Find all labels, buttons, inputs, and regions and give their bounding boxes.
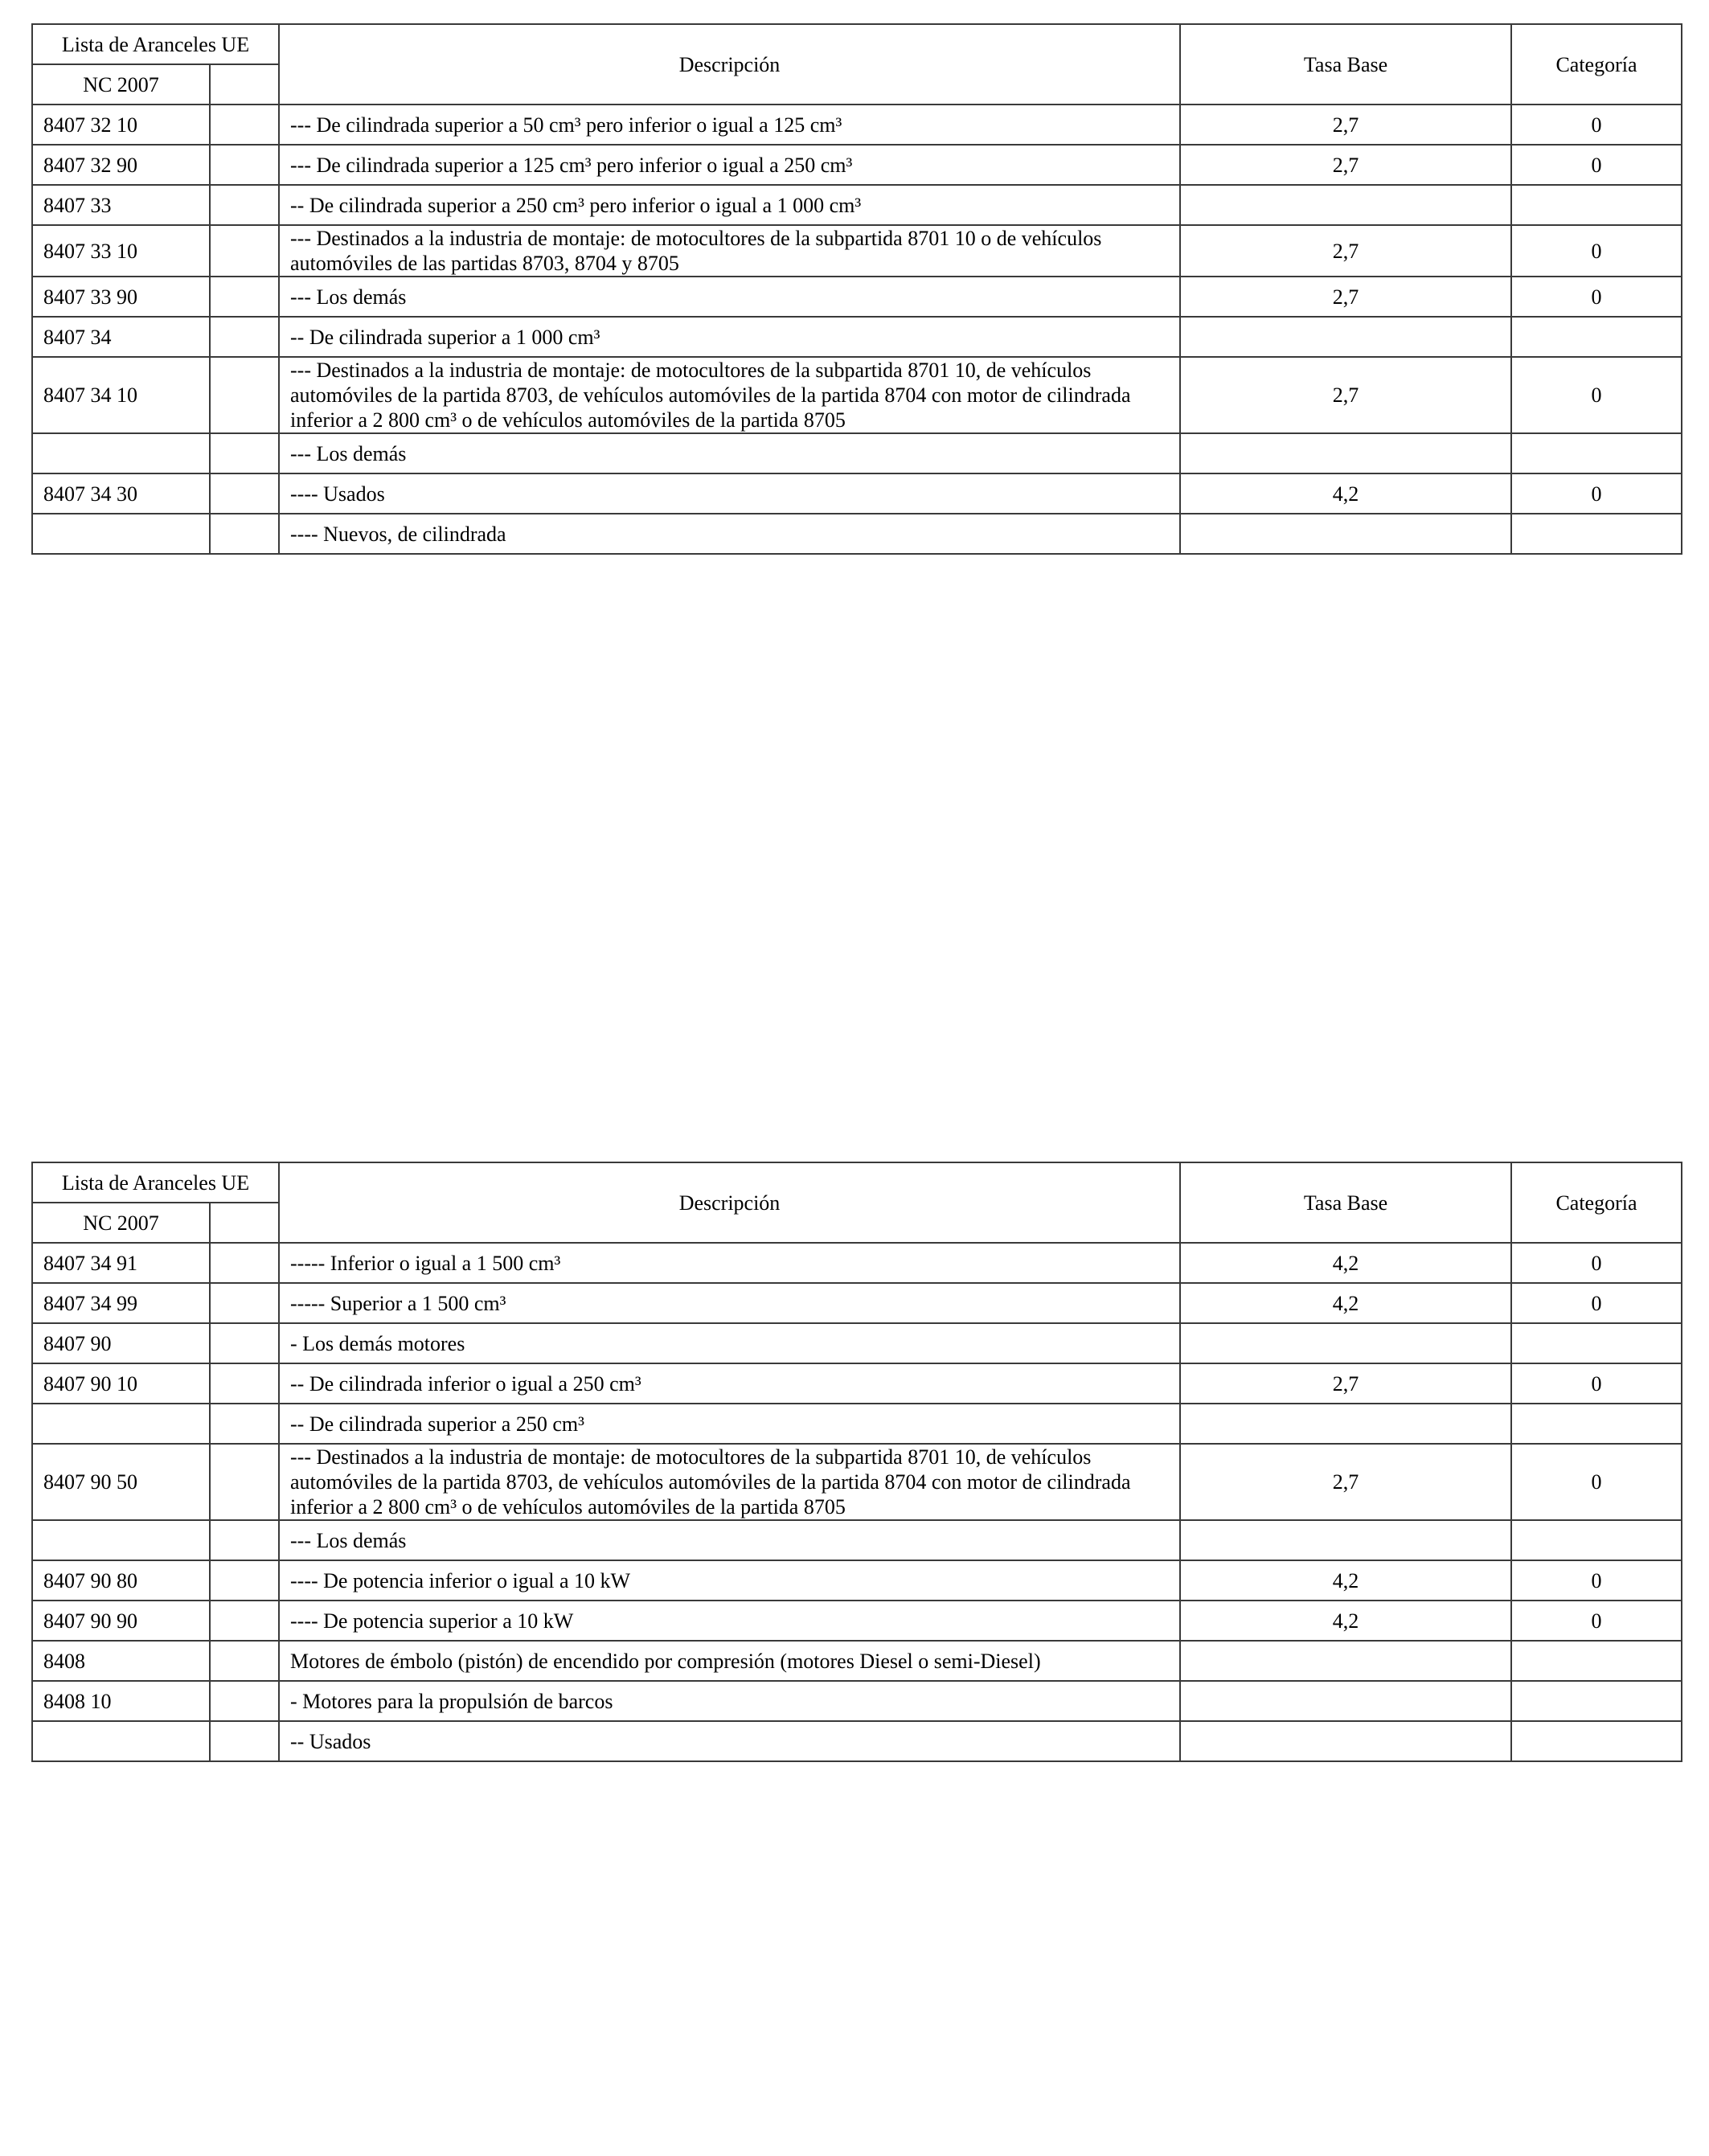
header-nc-label: NC 2007: [32, 64, 210, 105]
table-row: [32, 1243, 1682, 1283]
table-row: [32, 1404, 1682, 1444]
empty-cell: [210, 277, 279, 317]
category-cell: [1511, 514, 1682, 554]
empty-cell: [210, 225, 279, 277]
category-cell: [1511, 433, 1682, 473]
base-rate-cell: 2,7: [1180, 357, 1511, 433]
header-empty-cell: [210, 1203, 279, 1243]
nc-code-cell: 8407 33: [32, 185, 210, 225]
category-cell: 0: [1511, 473, 1682, 514]
base-rate-cell: 4,2: [1180, 473, 1511, 514]
table-row: [32, 1681, 1682, 1721]
table-row: [32, 145, 1682, 185]
empty-cell: [210, 1560, 279, 1601]
nc-code-cell: [32, 1520, 210, 1560]
empty-cell: [210, 1641, 279, 1681]
table-2-body: [32, 1162, 1682, 1761]
base-rate-cell: [1180, 433, 1511, 473]
category-cell: [1511, 317, 1682, 357]
category-cell: [1511, 1721, 1682, 1761]
description-cell: -- De cilindrada superior a 1 000 cm³: [279, 317, 1180, 357]
table-row: [32, 514, 1682, 554]
description-cell: -- De cilindrada inferior o igual a 250 cm³: [279, 1363, 1180, 1404]
description-cell: -- De cilindrada superior a 250 cm³: [279, 1404, 1180, 1444]
base-rate-cell: 4,2: [1180, 1601, 1511, 1641]
description-cell: --- De cilindrada superior a 125 cm³ pero inferior o igual a 250 cm³: [279, 145, 1180, 185]
base-rate-cell: 4,2: [1180, 1283, 1511, 1323]
empty-cell: [210, 1283, 279, 1323]
table-row: [32, 1444, 1682, 1520]
description-cell: ----- Inferior o igual a 1 500 cm³: [279, 1243, 1180, 1283]
nc-code-cell: 8407 90 10: [32, 1363, 210, 1404]
category-cell: [1511, 1641, 1682, 1681]
nc-code-cell: 8407 33 90: [32, 277, 210, 317]
base-rate-cell: [1180, 317, 1511, 357]
nc-code-cell: 8407 90: [32, 1323, 210, 1363]
table-row: [32, 1363, 1682, 1404]
category-cell: 0: [1511, 277, 1682, 317]
empty-cell: [210, 1243, 279, 1283]
base-rate-cell: 2,7: [1180, 225, 1511, 277]
table-row: [32, 1283, 1682, 1323]
description-cell: ----- Superior a 1 500 cm³: [279, 1283, 1180, 1323]
description-cell: ---- Nuevos, de cilindrada: [279, 514, 1180, 554]
base-rate-cell: [1180, 1323, 1511, 1363]
empty-cell: [210, 105, 279, 145]
category-cell: 0: [1511, 1283, 1682, 1323]
category-cell: [1511, 1323, 1682, 1363]
nc-code-cell: 8407 90 90: [32, 1601, 210, 1641]
header-list-label: Lista de Aranceles UE: [32, 24, 279, 64]
base-rate-cell: 2,7: [1180, 145, 1511, 185]
nc-code-cell: 8408 10: [32, 1681, 210, 1721]
empty-cell: [210, 317, 279, 357]
empty-cell: [210, 473, 279, 514]
header-category: Categoría: [1511, 24, 1682, 105]
base-rate-cell: 2,7: [1180, 1444, 1511, 1520]
empty-cell: [210, 185, 279, 225]
table-row: [32, 1721, 1682, 1761]
description-cell: - Los demás motores: [279, 1323, 1180, 1363]
header-description: Descripción: [279, 1162, 1180, 1243]
empty-cell: [210, 145, 279, 185]
base-rate-cell: 2,7: [1180, 277, 1511, 317]
header-row: [32, 24, 1682, 64]
nc-code-cell: 8407 32 10: [32, 105, 210, 145]
nc-code-cell: 8407 34 91: [32, 1243, 210, 1283]
table-row: [32, 473, 1682, 514]
base-rate-cell: [1180, 1681, 1511, 1721]
nc-code-cell: 8407 33 10: [32, 225, 210, 277]
empty-cell: [210, 357, 279, 433]
category-cell: 0: [1511, 1601, 1682, 1641]
base-rate-cell: [1180, 1404, 1511, 1444]
table-row: [32, 433, 1682, 473]
nc-code-cell: 8407 90 80: [32, 1560, 210, 1601]
category-cell: 0: [1511, 225, 1682, 277]
header-description: Descripción: [279, 24, 1180, 105]
empty-cell: [210, 1601, 279, 1641]
empty-cell: [210, 1323, 279, 1363]
description-cell: --- Destinados a la industria de montaje: de motocultores de la subpartida 8701 10, de vehículos automóviles de la partida 8703, de vehículos automóviles de la partida 8704 con motor de cilindrada inferior a 2 800 cm³ o de vehículos automóviles de la partida 8705: [279, 1444, 1180, 1520]
table-row: [32, 225, 1682, 277]
description-cell: ---- Usados: [279, 473, 1180, 514]
category-cell: 0: [1511, 105, 1682, 145]
base-rate-cell: 4,2: [1180, 1243, 1511, 1283]
header-category: Categoría: [1511, 1162, 1682, 1243]
category-cell: 0: [1511, 1363, 1682, 1404]
empty-cell: [210, 1681, 279, 1721]
nc-code-cell: 8407 34 30: [32, 473, 210, 514]
table-row: [32, 105, 1682, 145]
table-1-body: [32, 24, 1682, 554]
description-cell: -- Usados: [279, 1721, 1180, 1761]
description-cell: ---- De potencia superior a 10 kW: [279, 1601, 1180, 1641]
table-row: [32, 317, 1682, 357]
description-cell: Motores de émbolo (pistón) de encendido por compresión (motores Diesel o semi-Diesel): [279, 1641, 1180, 1681]
empty-cell: [210, 1363, 279, 1404]
description-cell: --- Los demás: [279, 433, 1180, 473]
base-rate-cell: [1180, 514, 1511, 554]
base-rate-cell: [1180, 1520, 1511, 1560]
table-row: [32, 277, 1682, 317]
table-row: [32, 357, 1682, 433]
nc-code-cell: 8407 32 90: [32, 145, 210, 185]
category-cell: [1511, 1681, 1682, 1721]
category-cell: 0: [1511, 1243, 1682, 1283]
description-cell: --- Los demás: [279, 277, 1180, 317]
empty-cell: [210, 1721, 279, 1761]
base-rate-cell: 2,7: [1180, 1363, 1511, 1404]
header-empty-cell: [210, 64, 279, 105]
description-cell: --- De cilindrada superior a 50 cm³ pero inferior o igual a 125 cm³: [279, 105, 1180, 145]
category-cell: 0: [1511, 1444, 1682, 1520]
header-list-label: Lista de Aranceles UE: [32, 1162, 279, 1203]
description-cell: --- Destinados a la industria de montaje: de motocultores de la subpartida 8701 10, de vehículos automóviles de la partida 8703, de vehículos automóviles de la partida 8704 con motor de cilindrada inferior a 2 800 cm³ o de vehículos automóviles de la partida 8705: [279, 357, 1180, 433]
header-base-rate: Tasa Base: [1180, 24, 1511, 105]
table-row: [32, 1323, 1682, 1363]
tariff-table-2: [31, 1162, 1682, 1762]
table-row: [32, 1560, 1682, 1601]
table-row: [32, 1520, 1682, 1560]
description-cell: --- Destinados a la industria de montaje: de motocultores de la subpartida 8701 10 o de vehículos automóviles de las partidas 8703, 8704 y 8705: [279, 225, 1180, 277]
header-row: [32, 1162, 1682, 1203]
base-rate-cell: 2,7: [1180, 105, 1511, 145]
base-rate-cell: [1180, 1641, 1511, 1681]
nc-code-cell: [32, 1404, 210, 1444]
base-rate-cell: [1180, 185, 1511, 225]
empty-cell: [210, 1404, 279, 1444]
nc-code-cell: [32, 433, 210, 473]
table-row: [32, 1641, 1682, 1681]
empty-cell: [210, 514, 279, 554]
header-base-rate: Tasa Base: [1180, 1162, 1511, 1243]
category-cell: [1511, 1404, 1682, 1444]
description-cell: - Motores para la propulsión de barcos: [279, 1681, 1180, 1721]
nc-code-cell: 8408: [32, 1641, 210, 1681]
category-cell: 0: [1511, 357, 1682, 433]
empty-cell: [210, 1444, 279, 1520]
table-row: [32, 185, 1682, 225]
nc-code-cell: [32, 1721, 210, 1761]
category-cell: [1511, 1520, 1682, 1560]
table-row: [32, 1601, 1682, 1641]
description-cell: ---- De potencia inferior o igual a 10 kW: [279, 1560, 1180, 1601]
base-rate-cell: 4,2: [1180, 1560, 1511, 1601]
nc-code-cell: 8407 90 50: [32, 1444, 210, 1520]
nc-code-cell: 8407 34: [32, 317, 210, 357]
category-cell: 0: [1511, 1560, 1682, 1601]
empty-cell: [210, 433, 279, 473]
category-cell: [1511, 185, 1682, 225]
empty-cell: [210, 1520, 279, 1560]
header-nc-label: NC 2007: [32, 1203, 210, 1243]
category-cell: 0: [1511, 145, 1682, 185]
description-cell: --- Los demás: [279, 1520, 1180, 1560]
nc-code-cell: [32, 514, 210, 554]
tariff-table-1: [31, 23, 1682, 555]
description-cell: -- De cilindrada superior a 250 cm³ pero inferior o igual a 1 000 cm³: [279, 185, 1180, 225]
nc-code-cell: 8407 34 10: [32, 357, 210, 433]
nc-code-cell: 8407 34 99: [32, 1283, 210, 1323]
base-rate-cell: [1180, 1721, 1511, 1761]
